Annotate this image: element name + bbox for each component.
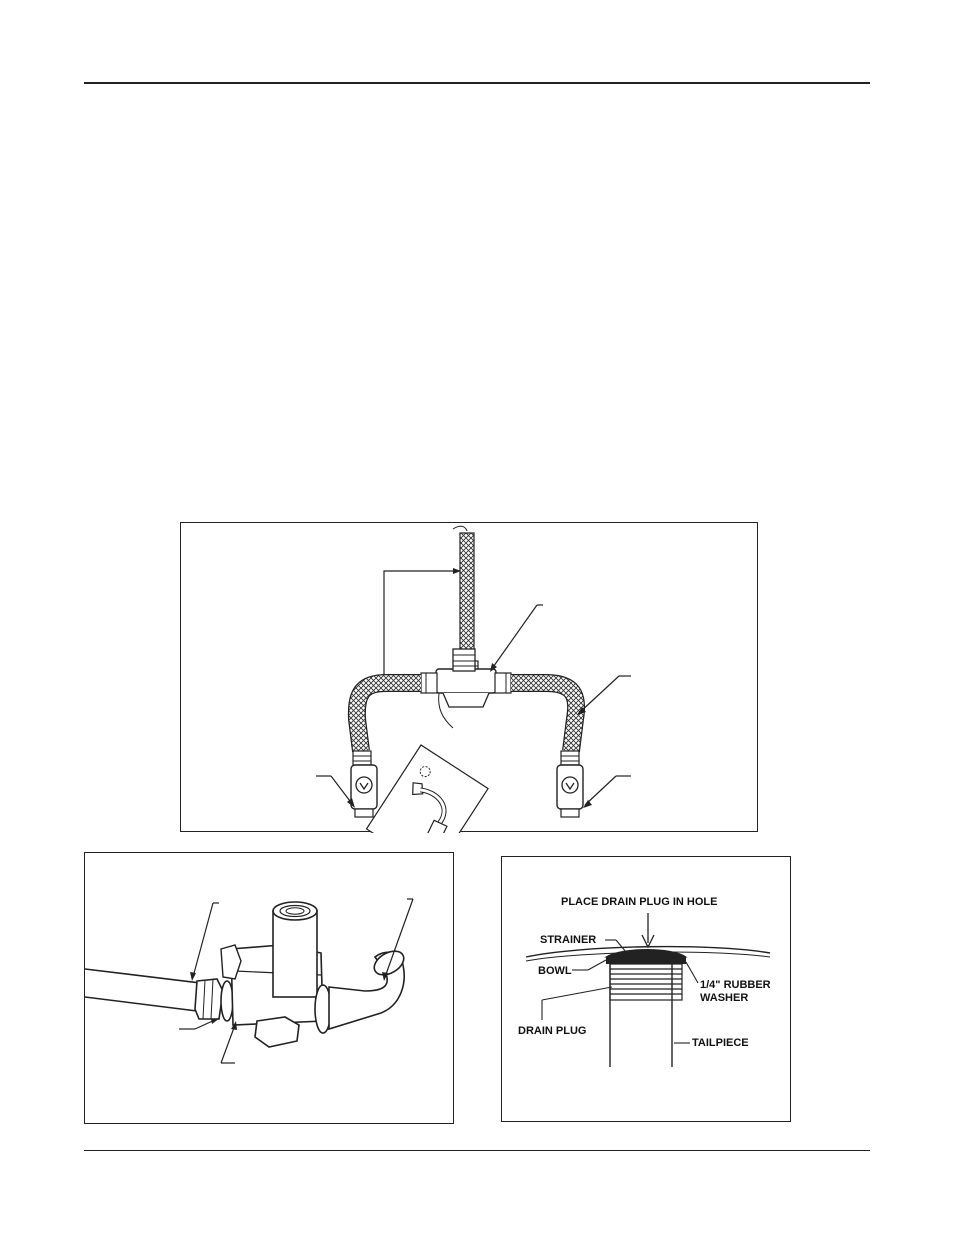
supply-pipe	[85, 969, 200, 1011]
mixing-valve-figure	[180, 522, 758, 832]
strainer	[606, 950, 686, 958]
rubber-washer	[606, 957, 686, 964]
washer-label-line2: WASHER	[700, 992, 749, 1004]
alternate-configuration-inset	[367, 745, 489, 833]
stop-valve-figure	[84, 852, 454, 1124]
valve-handle	[273, 911, 317, 997]
drain-plug-label: DRAIN PLUG	[518, 1025, 587, 1037]
drain-plug-illustration[interactable]	[502, 857, 792, 1123]
supply-hose	[460, 533, 474, 661]
bowl-label: BOWL	[538, 965, 572, 977]
strainer-label: STRAINER	[540, 934, 597, 946]
drain-plug-figure	[501, 856, 791, 1122]
mixing-valve-body	[436, 669, 496, 693]
footer-rule	[84, 1150, 870, 1151]
washer-label-line1: 1/4" RUBBER	[700, 979, 771, 991]
header-rule	[84, 82, 870, 84]
instruction-label: PLACE DRAIN PLUG IN HOLE	[561, 896, 718, 908]
leader-pipe	[193, 903, 213, 977]
compression-nut	[195, 979, 223, 1019]
mixing-valve-illustration	[181, 523, 759, 833]
tailpiece-label: TAILPIECE	[692, 1037, 749, 1049]
stop-valve-illustration	[85, 853, 455, 1125]
